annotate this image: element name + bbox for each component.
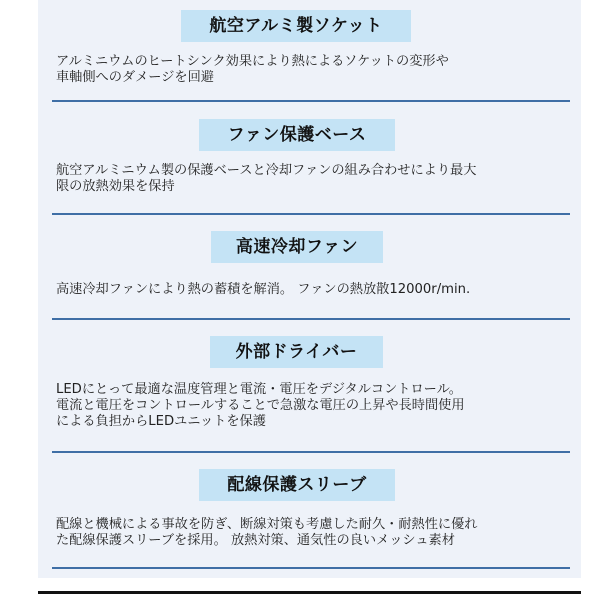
heading-driver: 外部ドライバー [210,336,383,368]
body-sleeve: 配線と機械による事故を防ぎ、断線対策も考慮した耐久・耐熱性に優れ た配線保護スリーブを採用。 放熱対策、通気性の良いメッシュ素材 [56,517,478,548]
divider [52,213,570,215]
feature-panel [38,0,581,578]
body-cooling-fan: 高速冷却ファンにより熱の蓄積を解消。 ファンの熱放散12000r/min. [56,282,471,297]
divider [52,567,570,569]
divider [52,318,570,320]
heading-socket: 航空アルミ製ソケット [181,10,411,42]
body-driver: LEDにとって最適な温度管理と電流・電圧をデジタルコントロール。 電流と電圧をコントロールすることで急激な電圧の上昇や長時間使用 による負担からLEDユニットを保護 [56,382,465,429]
divider [52,100,570,102]
bottom-rule [38,591,581,594]
heading-fan-base: ファン保護ベース [199,119,395,151]
heading-sleeve: 配線保護スリーブ [199,469,395,501]
divider [52,451,570,453]
heading-cooling-fan: 高速冷却ファン [211,231,383,263]
body-fan-base: 航空アルミニウム製の保護ベースと冷却ファンの組み合わせにより最大 限の放熱効果を保持 [56,163,477,194]
body-socket: アルミニウムのヒートシンク効果により熱によるソケットの変形や 車軸側へのダメージを回避 [56,54,449,85]
